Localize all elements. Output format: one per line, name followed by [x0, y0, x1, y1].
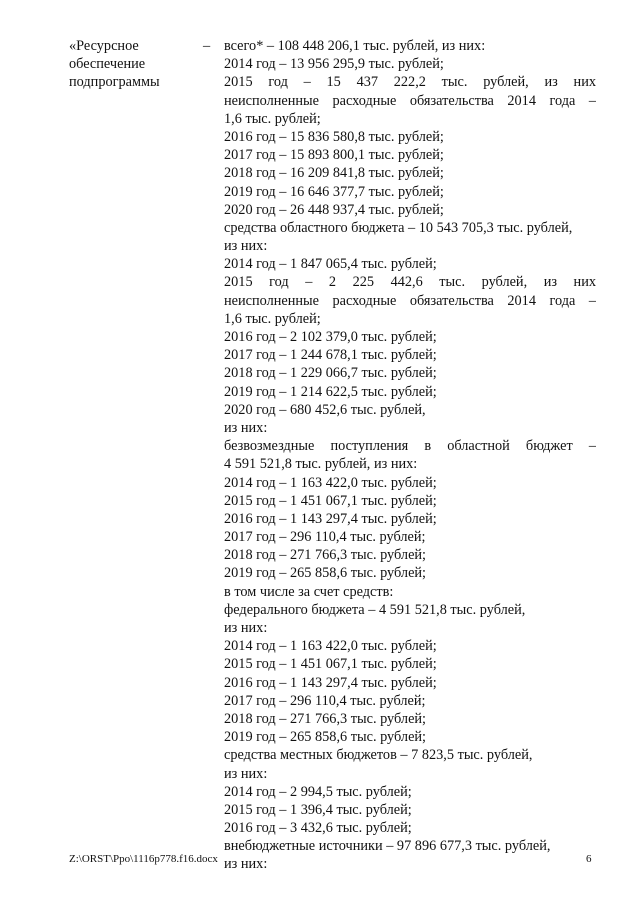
section-label-line: обеспечение [69, 56, 146, 73]
funding-line: из них: [224, 765, 268, 782]
funding-line: 2014 год – 1 163 422,0 тыс. рублей; [224, 474, 437, 491]
funding-line: 2014 год – 1 163 422,0 тыс. рублей; [224, 638, 437, 655]
funding-line: 1,6 тыс. рублей; [224, 310, 321, 327]
funding-line: из них: [224, 238, 268, 255]
funding-line: безвозмездные поступления в областной бюджет – [224, 438, 596, 455]
funding-line: средства областного бюджета – 10 543 705,3 тыс. рублей, [224, 219, 573, 236]
funding-line: всего* – 108 448 206,1 тыс. рублей, из них: [224, 38, 486, 54]
funding-line: 2018 год – 1 229 066,7 тыс. рублей; [224, 365, 437, 382]
funding-line: 2016 год – 2 102 379,0 тыс. рублей; [224, 329, 437, 345]
funding-line: 2014 год – 13 956 295,9 тыс. рублей; [224, 56, 444, 73]
funding-line: 2017 год – 15 893 800,1 тыс. рублей; [224, 147, 444, 164]
funding-line: 2019 год – 265 858,6 тыс. рублей; [224, 565, 427, 582]
funding-line: 2019 год – 265 858,6 тыс. рублей; [224, 729, 427, 746]
funding-line: средства местных бюджетов – 7 823,5 тыс. рублей, [224, 747, 533, 764]
label-dash: – [203, 38, 211, 54]
funding-line: 2020 год – 26 448 937,4 тыс. рублей; [224, 201, 444, 218]
funding-line: 2016 год – 1 143 297,4 тыс. рублей; [224, 510, 437, 527]
funding-line: 1,6 тыс. рублей; [224, 110, 321, 127]
section-label-line: «Ресурсное [69, 38, 139, 54]
funding-line: неисполненные расходные обязательства 2014 года – [224, 92, 596, 109]
funding-line: 2015 год – 1 451 067,1 тыс. рублей; [224, 656, 437, 673]
funding-line: 2016 год – 3 432,6 тыс. рублей; [224, 820, 412, 837]
funding-line: неисполненные расходные обязательства 2014 года – [224, 292, 596, 309]
funding-line: 2017 год – 296 110,4 тыс. рублей; [224, 692, 426, 709]
funding-line: 2014 год – 1 847 065,4 тыс. рублей; [224, 256, 437, 273]
funding-text [224, 37, 596, 874]
section-label-line: подпрограммы [69, 74, 160, 91]
funding-line: 2016 год – 15 836 580,8 тыс. рублей; [224, 128, 444, 145]
section-label [69, 37, 189, 92]
funding-line: 2014 год – 2 994,5 тыс. рублей; [224, 783, 412, 800]
funding-line: 2017 год – 1 244 678,1 тыс. рублей; [224, 347, 437, 364]
funding-line: федерального бюджета – 4 591 521,8 тыс. рублей, [224, 601, 526, 618]
footer-page-number: 6 [586, 853, 592, 865]
funding-line: 2019 год – 1 214 622,5 тыс. рублей; [224, 383, 437, 400]
funding-line: 2018 год – 16 209 841,8 тыс. рублей; [224, 165, 444, 182]
funding-line: 2018 год – 271 766,3 тыс. рублей; [224, 710, 427, 727]
funding-line: 2017 год – 296 110,4 тыс. рублей; [224, 529, 426, 546]
funding-line: 2015 год – 2 225 442,6 тыс. рублей, из них [224, 274, 596, 291]
funding-line: из них: [224, 620, 268, 636]
funding-line: 2015 год – 1 451 067,1 тыс. рублей; [224, 492, 437, 509]
funding-line: 2018 год – 271 766,3 тыс. рублей; [224, 547, 427, 564]
funding-line: 2015 год – 15 437 222,2 тыс. рублей, из них [224, 74, 596, 91]
funding-line: 4 591 521,8 тыс. рублей, из них: [224, 456, 418, 473]
funding-line: 2015 год – 1 396,4 тыс. рублей; [224, 801, 412, 818]
funding-line: 2016 год – 1 143 297,4 тыс. рублей; [224, 674, 437, 691]
funding-line: 2019 год – 16 646 377,7 тыс. рублей; [224, 183, 444, 200]
funding-line: из них: [224, 856, 268, 873]
funding-line: в том числе за счет средств: [224, 583, 394, 600]
footer-file-path: Z:\ORST\Ppo\1116p778.f16.docx [69, 853, 218, 865]
funding-line: 2020 год – 680 452,6 тыс. рублей, [224, 401, 426, 418]
funding-line: из них: [224, 419, 268, 436]
funding-line: внебюджетные источники – 97 896 677,3 тыс. рублей, [224, 838, 551, 855]
